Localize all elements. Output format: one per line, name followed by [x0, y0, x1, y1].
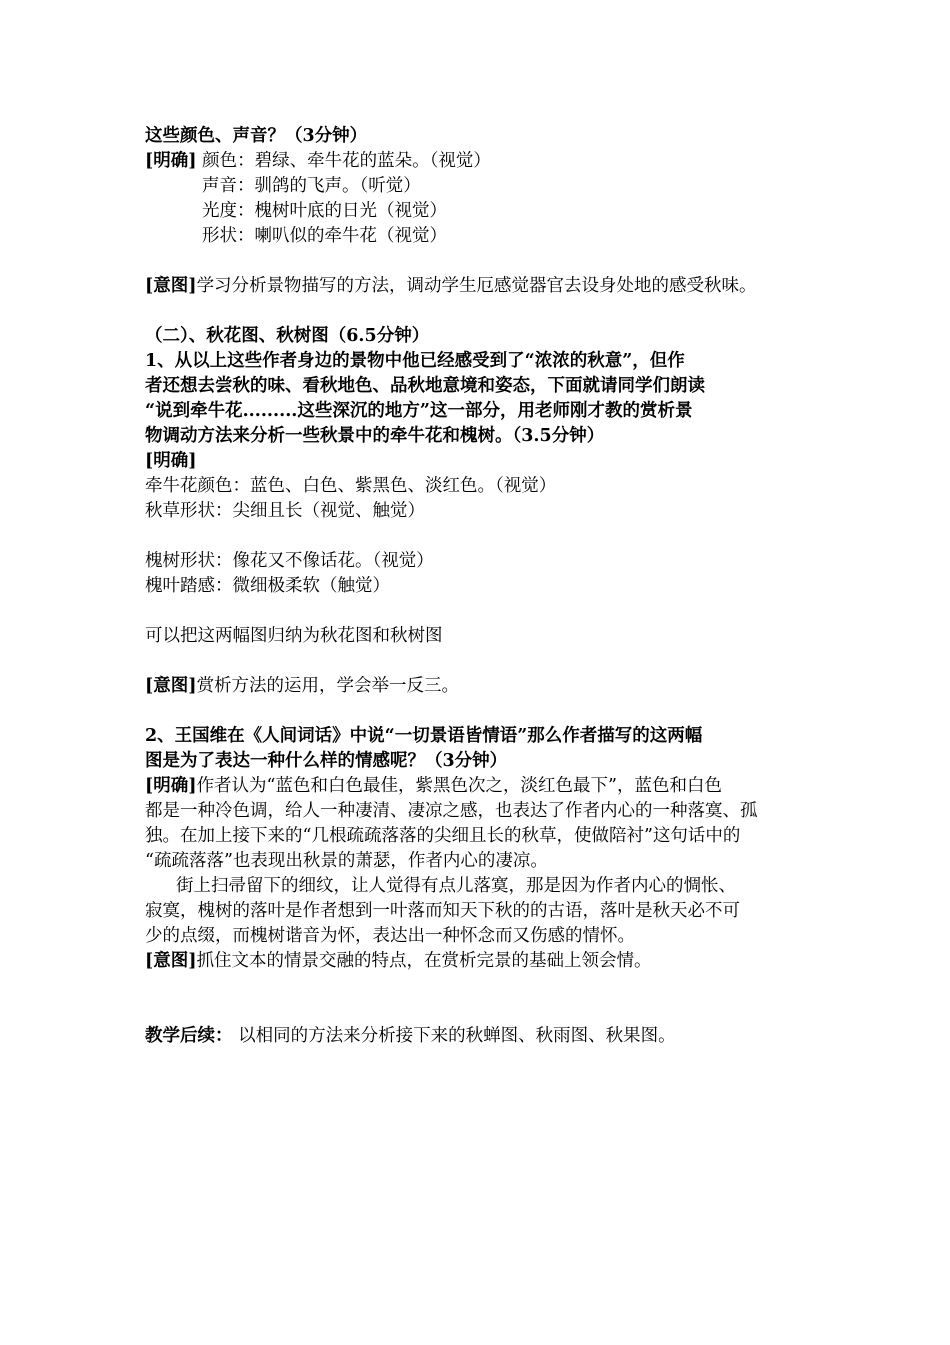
intent-line-3	[145, 949, 652, 974]
intent-text: 赏析方法的运用，学会举一反三。	[196, 676, 460, 696]
clarify-line-color	[145, 149, 491, 174]
paragraph-line-2: 寂寞，槐树的落叶是作者想到一叶落而知天下秋的的古语，落叶是秋天必不可	[145, 901, 740, 921]
intent-tag: [意图]	[145, 951, 197, 971]
intent-line-2	[145, 674, 459, 699]
question-2-line-1: 2、王国维在《人间词话》中说“一切景语皆情语”那么作者描写的这两幅	[145, 726, 703, 746]
question-continuation: 这些颜色、声音？（3分钟）	[145, 126, 368, 146]
clarify-tag: [明确]	[145, 151, 197, 171]
intent-tag: [意图]	[145, 276, 197, 296]
clarify-text: 作者认为“蓝色和白色最佳，紫黑色次之，淡红色最下”，蓝色和白色	[196, 776, 722, 796]
section-heading: （二）、秋花图、秋树图（6.5分钟）	[145, 326, 430, 346]
answer-morning-glory-color: 牵牛花颜色：蓝色、白色、紫黑色、淡红色。（视觉）	[145, 476, 557, 496]
intent-text: 学习分析景物描写的方法，调动学生厄感觉器官去设身处地的感受秋味。	[196, 276, 757, 296]
question-1-line-4: 物调动方法来分析一些秋景中的牵牛花和槐树。（3.5分钟）	[145, 426, 605, 446]
clarify-line-shape: 形状：喇叭似的牵牛花（视觉）	[202, 226, 447, 246]
clarify-line-3-3: 独。在加上接下来的“几根疏疏落落的尖细且长的秋草，使做陪衬”这句话中的	[145, 826, 741, 846]
intent-text: 抓住文本的情景交融的特点，在赏析完景的基础上领会情。	[196, 951, 652, 971]
clarify-line-3-4: “疏疏落落”也表现出秋景的萧瑟，作者内心的凄凉。	[145, 851, 548, 871]
question-1-line-3: “说到牵牛花.........这些深沉的地方”这一部分，用老师刚才教的赏析景	[145, 401, 693, 421]
question-2-line-2: 图是为了表达一种什么样的情感呢？（3分钟）	[145, 751, 508, 771]
intent-line-1	[145, 274, 757, 299]
followup-label: 教学后续：	[145, 1026, 233, 1046]
clarify-line-3-1	[145, 774, 722, 799]
followup-line	[145, 1024, 676, 1049]
clarify-line-light: 光度：槐树叶底的日光（视觉）	[202, 201, 447, 221]
clarify-line-sound: 声音：驯鸽的飞声。（听觉）	[202, 176, 421, 196]
answer-tree-shape: 槐树形状：像花又不像话花。（视觉）	[145, 551, 434, 571]
intent-tag: [意图]	[145, 676, 197, 696]
question-1-line-2: 者还想去尝秋的味、看秋地色、品秋地意境和姿态，下面就请同学们朗读	[145, 376, 705, 396]
paragraph-line-3: 少的点缀，而槐树谐音为怀，表达出一种怀念而又伤感的情怀。	[145, 926, 635, 946]
clarify-tag: [明确]	[145, 776, 197, 796]
clarify-color-text: 颜色：碧绿、牵牛花的蓝朵。（视觉）	[202, 151, 491, 171]
followup-text: 以相同的方法来分析接下来的秋蝉图、秋雨图、秋果图。	[238, 1026, 676, 1046]
clarify-tag-standalone: [明确]	[145, 451, 197, 471]
summary-line: 可以把这两幅图归纳为秋花图和秋树图	[145, 626, 443, 646]
clarify-line-3-2: 都是一种冷色调，给人一种凄清、凄凉之感，也表达了作者内心的一种落寞、孤	[145, 801, 758, 821]
question-1-line-1: 1、从以上这些作者身边的景物中他已经感受到了“浓浓的秋意”，但作	[145, 351, 685, 371]
paragraph-line-1: 街上扫帚留下的细纹，让人觉得有点儿落寞，那是因为作者内心的惆怅、	[176, 876, 736, 896]
answer-grass-shape: 秋草形状：尖细且长（视觉、触觉）	[145, 501, 425, 521]
answer-leaf-feel: 槐叶踏感：微细极柔软（触觉）	[145, 576, 390, 596]
